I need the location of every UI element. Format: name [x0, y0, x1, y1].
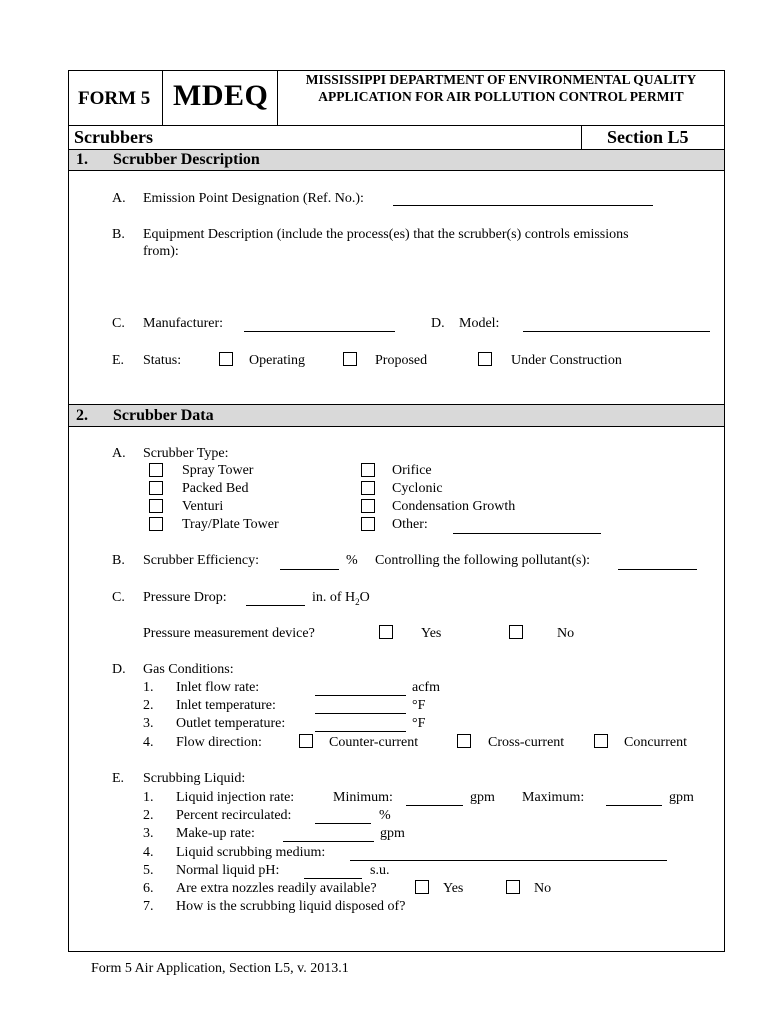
- make-up-rate-input[interactable]: [283, 841, 374, 842]
- injection-min-input[interactable]: [406, 805, 463, 806]
- tray-plate-tower-label: Tray/Plate Tower: [182, 517, 279, 532]
- inlet-flow-rate-input[interactable]: [315, 695, 406, 696]
- extra-nozzles-label: Are extra nozzles readily available?: [176, 881, 377, 896]
- injection-min-unit: gpm: [470, 790, 495, 805]
- liquid-ph-input[interactable]: [304, 878, 362, 879]
- packed-bed-label: Packed Bed: [182, 481, 249, 496]
- orifice-label: Orifice: [392, 463, 432, 478]
- frame-left: [68, 70, 69, 952]
- p2-e-letter: E.: [112, 771, 125, 786]
- injection-min-label: Minimum:: [333, 790, 393, 805]
- inlet-flow-rate-unit: acfm: [412, 680, 440, 695]
- frame-right: [724, 70, 725, 952]
- counter-current-label: Counter-current: [329, 735, 419, 750]
- condensation-growth-checkbox[interactable]: [361, 499, 375, 513]
- pressure-drop-label: Pressure Drop:: [143, 590, 227, 605]
- liquid-item-5-num: 5.: [143, 863, 154, 878]
- liquid-disposal-input[interactable]: [176, 916, 696, 946]
- extra-nozzles-no-label: No: [534, 881, 552, 896]
- section-divider: [581, 125, 582, 149]
- concurrent-label: Concurrent: [624, 735, 687, 750]
- outlet-temperature-input[interactable]: [315, 731, 406, 732]
- p1-e-letter: E.: [112, 353, 125, 368]
- p1-a-letter: A.: [112, 191, 126, 206]
- form-title: MISSISSIPPI DEPARTMENT OF ENVIRONMENTAL QUALITY APPLICATION FOR AIR POLLUTION CONTROL PERMIT: [305, 72, 697, 104]
- section-code: Section L5: [607, 127, 689, 147]
- percent-recirculated-label: Percent recirculated:: [176, 808, 292, 823]
- outlet-temperature-unit: °F: [412, 716, 426, 731]
- tray-plate-tower-checkbox[interactable]: [149, 517, 163, 531]
- cross-current-checkbox[interactable]: [457, 734, 471, 748]
- pressure-device-no-checkbox[interactable]: [509, 625, 523, 639]
- inlet-flow-rate-label: Inlet flow rate:: [176, 680, 260, 695]
- agency-logo-text: MDEQ: [173, 79, 269, 112]
- pressure-drop-unit: in. of $H_2O$: [312, 590, 370, 607]
- liquid-item-1-num: 1.: [143, 790, 154, 805]
- injection-max-input[interactable]: [606, 805, 662, 806]
- venturi-checkbox[interactable]: [149, 499, 163, 513]
- status-label: Status:: [143, 353, 182, 368]
- equipment-description-label-1: Equipment Description (include the process(es) that the scrubber(s) controls emissions: [143, 227, 629, 242]
- p1-b-letter: B.: [112, 227, 125, 242]
- manufacturer-label: Manufacturer:: [143, 316, 224, 331]
- extra-nozzles-no-checkbox[interactable]: [506, 880, 520, 894]
- venturi-label: Venturi: [182, 499, 224, 514]
- inlet-temperature-unit: °F: [412, 698, 426, 713]
- outlet-temperature-label: Outlet temperature:: [176, 716, 286, 731]
- liquid-ph-label: Normal liquid pH:: [176, 863, 280, 878]
- cyclonic-checkbox[interactable]: [361, 481, 375, 495]
- gas-item-3-num: 3.: [143, 716, 154, 731]
- part1-header-bottom: [68, 170, 725, 171]
- condensation-growth-label: Condensation Growth: [392, 499, 516, 514]
- percent-recirculated-unit: %: [379, 808, 391, 823]
- liquid-item-6-num: 6.: [143, 881, 154, 896]
- model-label: Model:: [459, 316, 500, 331]
- equipment-description-input[interactable]: [143, 262, 703, 306]
- p2-d-letter: D.: [112, 662, 126, 677]
- orifice-checkbox[interactable]: [361, 463, 375, 477]
- emission-point-label: Emission Point Designation (Ref. No.):: [143, 191, 364, 206]
- other-type-input[interactable]: [453, 533, 601, 534]
- p2-a-letter: A.: [112, 446, 126, 461]
- injection-max-unit: gpm: [669, 790, 694, 805]
- scrubber-efficiency-input[interactable]: [280, 569, 339, 570]
- part2-number: 2.: [76, 407, 88, 424]
- part2-header-bottom: [68, 426, 725, 427]
- liquid-item-3-num: 3.: [143, 826, 154, 841]
- liquid-disposal-label: How is the scrubbing liquid disposed of?: [176, 899, 406, 914]
- gas-item-4-num: 4.: [143, 735, 154, 750]
- emission-point-input[interactable]: [393, 205, 653, 206]
- spray-tower-checkbox[interactable]: [149, 463, 163, 477]
- liquid-ph-unit: s.u.: [370, 863, 390, 878]
- liquid-item-2-num: 2.: [143, 808, 154, 823]
- status-proposed-label: Proposed: [375, 353, 428, 368]
- packed-bed-checkbox[interactable]: [149, 481, 163, 495]
- pressure-device-yes-checkbox[interactable]: [379, 625, 393, 639]
- part1-title: Scrubber Description: [113, 151, 260, 168]
- scrubber-type-label: Scrubber Type:: [143, 446, 229, 461]
- liquid-item-7-num: 7.: [143, 899, 154, 914]
- scrubbing-medium-label: Liquid scrubbing medium:: [176, 845, 326, 860]
- model-input[interactable]: [523, 331, 710, 332]
- extra-nozzles-yes-checkbox[interactable]: [415, 880, 429, 894]
- part1-number: 1.: [76, 151, 88, 168]
- other-type-label: Other:: [392, 517, 428, 532]
- other-type-checkbox[interactable]: [361, 517, 375, 531]
- gas-conditions-label: Gas Conditions:: [143, 662, 234, 677]
- p2-c-letter: C.: [112, 590, 125, 605]
- extra-nozzles-yes-label: Yes: [443, 881, 464, 896]
- equipment-description-label-2: from):: [143, 244, 179, 259]
- pressure-device-label: Pressure measurement device?: [143, 626, 315, 641]
- liquid-injection-rate-label: Liquid injection rate:: [176, 790, 295, 805]
- header-divider-1: [162, 70, 163, 125]
- inlet-temperature-label: Inlet temperature:: [176, 698, 276, 713]
- form-number: FORM 5: [78, 88, 151, 109]
- make-up-rate-label: Make-up rate:: [176, 826, 255, 841]
- frame-bottom: [68, 951, 725, 952]
- pollutants-input[interactable]: [618, 569, 697, 570]
- header-bottom: [68, 125, 725, 126]
- efficiency-unit: %: [346, 553, 358, 568]
- status-proposed-checkbox[interactable]: [343, 352, 357, 366]
- section-title: Scrubbers: [74, 127, 154, 147]
- pressure-device-no-label: No: [557, 626, 575, 641]
- scrubbing-liquid-label: Scrubbing Liquid:: [143, 771, 246, 786]
- concurrent-checkbox[interactable]: [594, 734, 608, 748]
- status-operating-checkbox[interactable]: [219, 352, 233, 366]
- pressure-drop-input[interactable]: [246, 605, 305, 606]
- scrubbing-medium-input[interactable]: [350, 860, 667, 861]
- counter-current-checkbox[interactable]: [299, 734, 313, 748]
- pressure-device-yes-label: Yes: [421, 626, 442, 641]
- status-operating-label: Operating: [249, 353, 305, 368]
- injection-max-label: Maximum:: [522, 790, 585, 805]
- cross-current-label: Cross-current: [488, 735, 565, 750]
- percent-recirculated-input[interactable]: [315, 823, 371, 824]
- cyclonic-label: Cyclonic: [392, 481, 443, 496]
- pollutants-label: Controlling the following pollutant(s):: [375, 553, 591, 568]
- page-footer: Form 5 Air Application, Section L5, v. 2013.1: [91, 961, 349, 976]
- status-under-construction-checkbox[interactable]: [478, 352, 492, 366]
- header-divider-2: [277, 70, 278, 125]
- part2-title: Scrubber Data: [113, 407, 214, 424]
- p1-c-letter: C.: [112, 316, 125, 331]
- liquid-item-4-num: 4.: [143, 845, 154, 860]
- inlet-temperature-input[interactable]: [315, 713, 406, 714]
- p2-b-letter: B.: [112, 553, 125, 568]
- spray-tower-label: Spray Tower: [182, 463, 254, 478]
- status-under-construction-label: Under Construction: [511, 353, 622, 368]
- flow-direction-label: Flow direction:: [176, 735, 262, 750]
- manufacturer-input[interactable]: [244, 331, 395, 332]
- p1-d-letter: D.: [431, 316, 445, 331]
- gas-item-1-num: 1.: [143, 680, 154, 695]
- make-up-rate-unit: gpm: [380, 826, 405, 841]
- gas-item-2-num: 2.: [143, 698, 154, 713]
- scrubber-efficiency-label: Scrubber Efficiency:: [143, 553, 259, 568]
